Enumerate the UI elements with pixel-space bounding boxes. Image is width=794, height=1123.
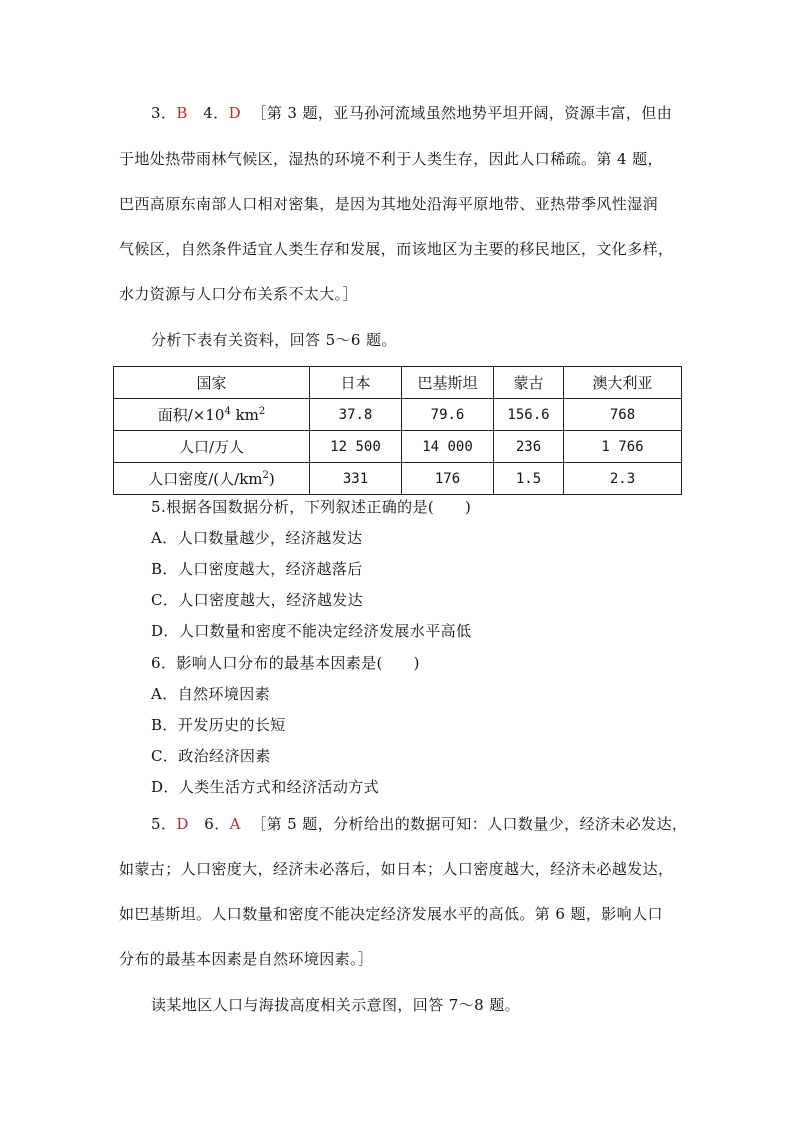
table-cell: 14 000 (402, 431, 494, 463)
answer-3-4-line-5: 水力资源与人口分布关系不太大。］ (119, 285, 358, 303)
table-cell: 1 766 (564, 431, 682, 463)
table-cell: 2.3 (564, 463, 682, 495)
table-header-cell: 蒙古 (494, 367, 564, 399)
table-cell: 768 (564, 399, 682, 431)
table-cell: 37.8 (310, 399, 402, 431)
question-5-option-b: B．人口密度越大，经济越落后 (151, 560, 363, 578)
row-label-area: 面积$/\times 10^4$ $km^2$ (114, 399, 310, 431)
question-5-stem: 5.根据各国数据分析，下列叙述正确的是( ) (151, 498, 472, 516)
table-cell: 156.6 (494, 399, 564, 431)
question-6-stem: 6．影响人口分布的最基本因素是( ) (151, 654, 420, 672)
table-cell: 79.6 (402, 399, 494, 431)
answer-3-4-line-1 (151, 102, 672, 123)
table-row (114, 431, 682, 463)
answer-3-4-text: ［第 3 题，亚马孙河流域虽然地势平坦开阔，资源丰富，但由 (251, 104, 673, 122)
row-label-population: 人口/万人 (114, 431, 310, 463)
answer-5-6-line-3: 如巴基斯坦。人口数量和密度不能决定经济发展水平的高低。第 6 题，影响人口 (119, 905, 663, 923)
answer-5-letter: D (176, 815, 189, 833)
question-6-option-b: B．开发历史的长短 (151, 716, 286, 734)
table-cell: 331 (310, 463, 402, 495)
answer-5-6-line-1 (151, 813, 687, 834)
answer-3-letter: B (176, 104, 188, 122)
question-5-option-d: D．人口数量和密度不能决定经济发展水平高低 (151, 622, 472, 640)
answer-6-letter: A (229, 815, 241, 833)
table-cell: 12 500 (310, 431, 402, 463)
question-6-option-d: D．人类生活方式和经济活动方式 (151, 778, 380, 796)
question-5-option-a: A．人口数量越少，经济越发达 (151, 529, 363, 547)
row-label-density: 人口密度/(人$/km^2$) (114, 463, 310, 495)
table-row (114, 463, 682, 495)
question-5-option-c: C．人口密度越大，经济越发达 (151, 591, 364, 609)
table-row (114, 399, 682, 431)
answer-3-4-line-3: 巴西高原东南部人口相对密集，是因为其地处沿海平原地带、亚热带季风性湿润 (119, 195, 659, 213)
answer-5-6-line-2: 如蒙古；人口密度大，经济未必落后，如日本；人口密度越大，经济未必越发达， (119, 860, 674, 878)
table-header-cell: 日本 (310, 367, 402, 399)
answer-4-letter: D (228, 104, 242, 122)
table-cell: 236 (494, 431, 564, 463)
table-header-cell: 澳大利亚 (564, 367, 682, 399)
table-header-row (114, 367, 682, 399)
question-5-number: 5． (151, 815, 177, 833)
answer-5-6-line-4: 分布的最基本因素是自然环境因素。］ (119, 950, 374, 968)
answer-5-6-text: ［第 5 题，分析给出的数据可知：人口数量少，经济未必发达， (251, 815, 688, 833)
question-3-number: 3． (151, 104, 177, 122)
intro-questions-7-8: 读某地区人口与海拔高度相关示意图，回答 7～8 题。 (151, 996, 521, 1014)
question-6-option-a: A．自然环境因素 (151, 685, 271, 703)
country-data-table (113, 366, 682, 495)
table-header-cell: 巴基斯坦 (402, 367, 494, 399)
answer-3-4-line-4: 气候区，自然条件适宜人类生存和发展，而该地区为主要的移民地区，文化多样， (119, 240, 674, 258)
question-4-number: 4． (203, 104, 229, 122)
table-header-cell: 国家 (114, 367, 310, 399)
table-cell: 176 (402, 463, 494, 495)
question-6-number: 6． (204, 815, 230, 833)
intro-questions-5-6: 分析下表有关资料，回答 5～6 题。 (151, 331, 397, 349)
answer-3-4-line-2: 于地处热带雨林气候区，湿热的环境不利于人类生存，因此人口稀疏。第 4 题， (119, 150, 663, 168)
question-6-option-c: C．政治经济因素 (151, 747, 271, 765)
table-cell: 1.5 (494, 463, 564, 495)
